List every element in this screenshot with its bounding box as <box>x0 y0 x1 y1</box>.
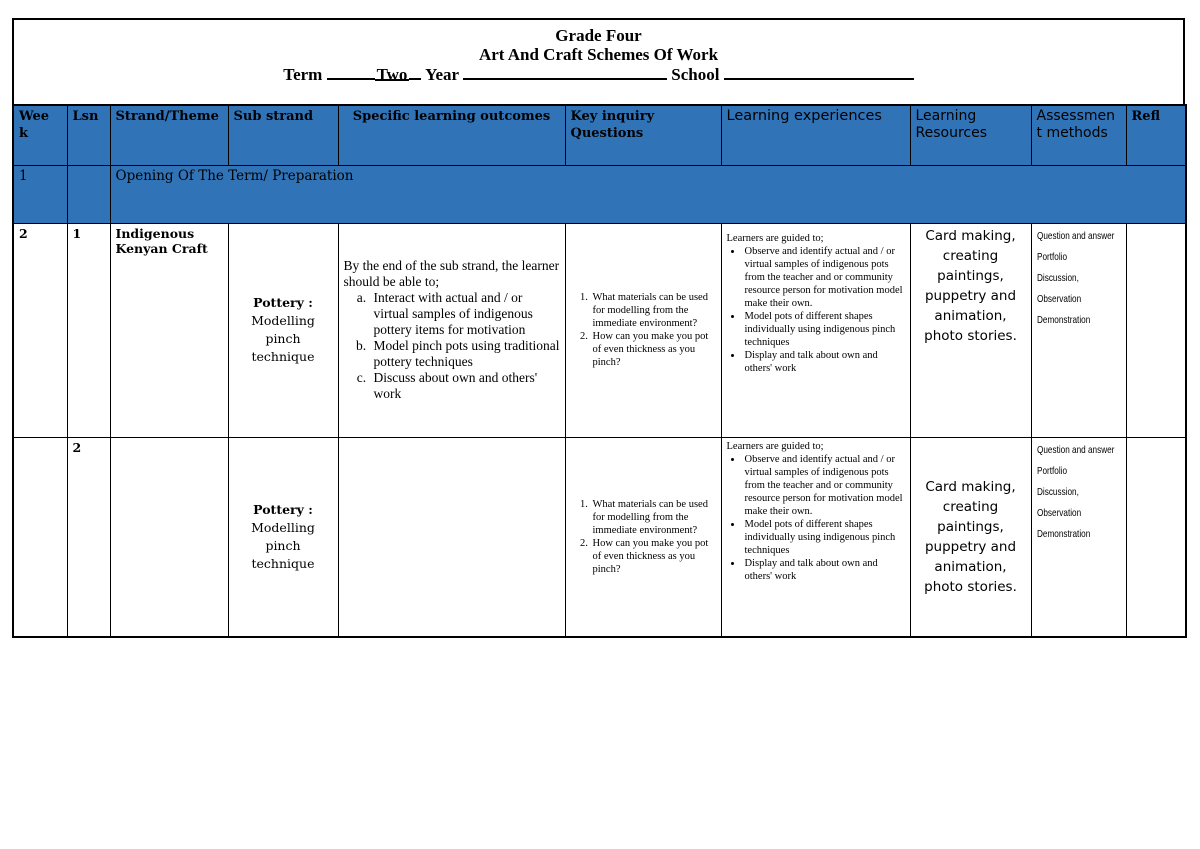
row-sub-strand <box>228 223 338 437</box>
assessment-item: Discussion, <box>1036 271 1079 284</box>
school-label: School <box>671 65 720 84</box>
assessment-item: Discussion, <box>1036 485 1079 498</box>
row-learning-outcomes <box>338 223 565 437</box>
table-row <box>13 437 1186 637</box>
question-list <box>571 291 716 369</box>
assessment-item: Question and answer <box>1036 229 1114 242</box>
assessment-item: Observation <box>1036 506 1081 519</box>
header-strand: Strand/Theme <box>110 105 228 165</box>
row-reflection <box>1126 223 1186 437</box>
year-blank-line <box>463 64 667 80</box>
assessment-item: Portfolio <box>1036 464 1067 477</box>
experiences-intro: Learners are guided to; <box>726 232 824 244</box>
row-inquiry-questions <box>565 437 721 637</box>
question-item: 1. What materials can be used for modelling from the immediate environment? <box>591 291 716 330</box>
row-reflection <box>1126 437 1186 637</box>
title-block <box>12 18 1185 104</box>
scheme-table <box>12 104 1187 638</box>
opening-row <box>13 165 1186 223</box>
row-learning-experiences <box>721 223 910 437</box>
header-inquiry-questions: Key inquiry Questions <box>565 105 721 165</box>
assessment-item: Portfolio <box>1036 250 1067 263</box>
grade-title: Grade Four <box>555 26 642 45</box>
experience-item: • Model pots of different shapes individually using indigenous pinch techniques <box>743 310 905 349</box>
row-learning-resources: Card making, creating paintings, puppetry and animation, photo stories. <box>910 437 1031 637</box>
row-assessment-methods <box>1031 223 1126 437</box>
experience-item: • Observe and identify actual and / or virtual samples of indigenous pots from the teacher and or community resource person for motivation model make their own. <box>743 453 905 518</box>
row-strand <box>110 437 228 637</box>
header-reflection: Refl <box>1126 105 1186 165</box>
experience-list <box>727 245 905 375</box>
sub-strand-title: Pottery : <box>253 295 313 310</box>
term-line <box>14 64 1183 84</box>
header-learning-outcomes: Specific learning outcomes <box>338 105 565 165</box>
row-learning-resources: Card making, creating paintings, puppetry and animation, photo stories. <box>910 223 1031 437</box>
question-list <box>571 498 716 576</box>
header-assessment-methods: Assessmen t methods <box>1031 105 1126 165</box>
experience-item: • Display and talk about own and others' work <box>743 557 905 583</box>
question-item: 1. What materials can be used for modelling from the immediate environment? <box>591 498 716 537</box>
row-strand: Indigenous Kenyan Craft <box>110 223 228 437</box>
opening-week: 1 <box>13 165 67 223</box>
row-learning-experiences <box>721 437 910 637</box>
row-inquiry-questions <box>565 223 721 437</box>
scheme-of-work-document <box>12 18 1185 638</box>
slo-intro: By the end of the sub strand, the learner should be able to; <box>343 258 560 289</box>
experiences-intro: Learners are guided to; <box>726 440 824 452</box>
year-label: Year <box>425 65 459 84</box>
table-row <box>13 223 1186 437</box>
header-row <box>13 105 1186 165</box>
assessment-item: Observation <box>1036 292 1081 305</box>
row-assessment-methods <box>1031 437 1126 637</box>
term-value: Two <box>376 65 408 84</box>
question-item: 2. How can you make you pot of even thickness as you pinch? <box>591 537 716 576</box>
row-week <box>13 437 67 637</box>
header-lesson: Lsn <box>67 105 110 165</box>
header-week: Wee k <box>13 105 67 165</box>
opening-text: Opening Of The Term/ Preparation <box>110 165 1186 223</box>
sub-strand-detail: Modelling pinch technique <box>251 519 315 571</box>
subject-title: Art And Craft Schemes Of Work <box>478 45 719 64</box>
row-sub-strand <box>228 437 338 637</box>
assessment-item: Question and answer <box>1036 443 1114 456</box>
opening-lesson <box>67 165 110 223</box>
slo-list <box>344 290 560 402</box>
term-blank-line-end <box>409 64 421 80</box>
slo-item: c. Discuss about own and others' work <box>370 370 560 402</box>
row-week: 2 <box>13 223 67 437</box>
experience-item: • Observe and identify actual and / or virtual samples of indigenous pots from the teacher and or community resource person for motivation model make their own. <box>743 245 905 310</box>
term-blank-line <box>327 64 375 80</box>
question-item: 2. How can you make you pot of even thickness as you pinch? <box>591 330 716 369</box>
sub-strand-title: Pottery : <box>253 501 313 517</box>
school-blank-line <box>724 64 914 80</box>
header-learning-resources: Learning Resources <box>910 105 1031 165</box>
slo-item: a. Interact with actual and / or virtual samples of indigenous pottery items for motivation <box>370 290 560 338</box>
sub-strand-detail: Modelling pinch technique <box>251 313 315 364</box>
row-lesson: 1 <box>67 223 110 437</box>
header-learning-experiences: Learning experiences <box>721 105 910 165</box>
header-sub-strand: Sub strand <box>228 105 338 165</box>
assessment-item: Demonstration <box>1036 313 1090 326</box>
slo-item: b. Model pinch pots using traditional pottery techniques <box>370 338 560 370</box>
row-lesson: 2 <box>67 437 110 637</box>
experience-item: • Display and talk about own and others' work <box>743 349 905 375</box>
row-learning-outcomes <box>338 437 565 637</box>
experience-item: • Model pots of different shapes individually using indigenous pinch techniques <box>743 518 905 557</box>
term-label: Term <box>283 65 323 84</box>
experience-list <box>727 453 905 583</box>
assessment-item: Demonstration <box>1036 527 1090 540</box>
